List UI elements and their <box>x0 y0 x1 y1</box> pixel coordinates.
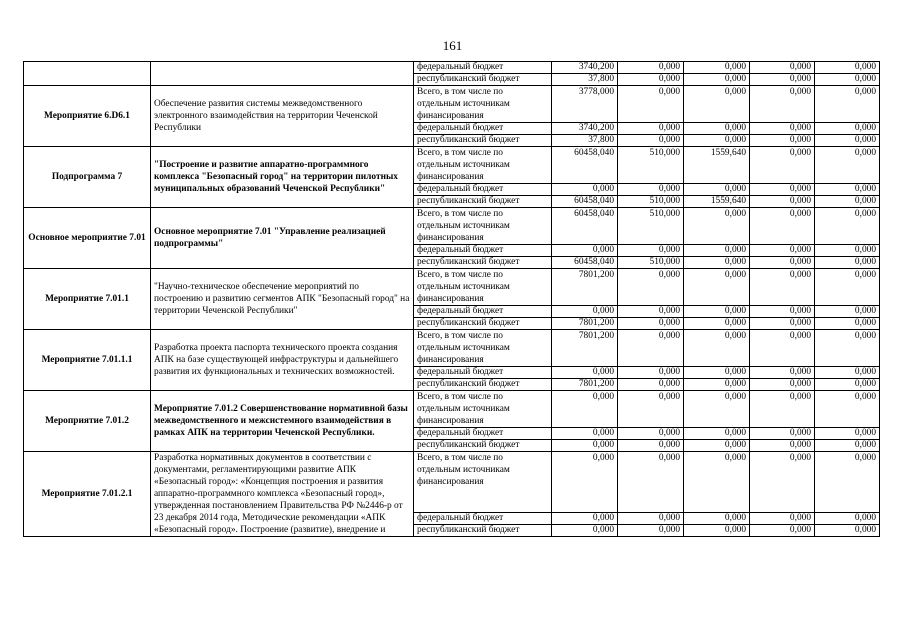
amount-cell: 0,000 <box>815 452 880 513</box>
measure-name: Мероприятие 7.01.1.1 <box>24 330 151 391</box>
amount-cell: 0,000 <box>552 391 618 428</box>
amount-cell: 0,000 <box>815 428 880 440</box>
measure-name: Мероприятие 7.01.1 <box>24 269 151 330</box>
amount-cell: 0,000 <box>684 269 750 306</box>
amount-cell: 0,000 <box>684 452 750 513</box>
amount-cell: 0,000 <box>815 306 880 318</box>
amount-cell: 0,000 <box>815 513 880 525</box>
amount-cell: 0,000 <box>684 208 750 245</box>
amount-cell: 7801,200 <box>552 269 618 306</box>
amount-cell: 0,000 <box>684 330 750 367</box>
measure-name: Мероприятие 6.D6.1 <box>24 86 151 147</box>
amount-cell: 0,000 <box>815 330 880 367</box>
funding-source: Всего, в том числе по отдельным источникам финансирования <box>414 330 552 367</box>
amount-cell: 37,800 <box>552 135 618 147</box>
amount-cell: 3740,200 <box>552 123 618 135</box>
funding-source: республиканский бюджет <box>414 196 552 208</box>
amount-cell: 0,000 <box>750 269 815 306</box>
amount-cell: 0,000 <box>684 367 750 379</box>
measure-name <box>24 62 151 86</box>
amount-cell: 0,000 <box>815 367 880 379</box>
amount-cell: 0,000 <box>750 123 815 135</box>
funding-source: Всего, в том числе по отдельным источникам финансирования <box>414 269 552 306</box>
amount-cell: 7801,200 <box>552 318 618 330</box>
amount-cell: 0,000 <box>750 391 815 428</box>
funding-source: федеральный бюджет <box>414 306 552 318</box>
amount-cell: 0,000 <box>750 135 815 147</box>
measure-name: Основное мероприятие 7.01 <box>24 208 151 269</box>
table-row <box>24 86 880 123</box>
amount-cell: 0,000 <box>684 379 750 391</box>
amount-cell: 0,000 <box>684 245 750 257</box>
amount-cell: 0,000 <box>750 525 815 537</box>
amount-cell: 60458,040 <box>552 208 618 245</box>
amount-cell: 1559,640 <box>684 196 750 208</box>
amount-cell: 0,000 <box>750 379 815 391</box>
table-row <box>24 269 880 306</box>
table-row <box>24 147 880 184</box>
amount-cell: 0,000 <box>618 135 684 147</box>
funding-source: Всего, в том числе по отдельным источникам финансирования <box>414 147 552 184</box>
amount-cell: 0,000 <box>552 525 618 537</box>
amount-cell: 0,000 <box>684 391 750 428</box>
amount-cell: 0,000 <box>618 513 684 525</box>
amount-cell: 0,000 <box>684 184 750 196</box>
amount-cell: 0,000 <box>750 257 815 269</box>
amount-cell: 0,000 <box>552 513 618 525</box>
page-number: 161 <box>442 38 463 53</box>
amount-cell: 0,000 <box>750 74 815 86</box>
funding-source: Всего, в том числе по отдельным источникам финансирования <box>414 391 552 428</box>
amount-cell: 0,000 <box>750 318 815 330</box>
amount-cell: 0,000 <box>618 379 684 391</box>
measure-description: "Построение и развитие аппаратно-программного комплекса "Безопасный город" на территории пилотных муниципальных образований Чеченской Республики" <box>151 147 414 208</box>
measure-description: Разработка нормативных документов в соответствии с документами, регламентирующими развитие АПК «Безопасный город»: «Концепция построения и развития аппаратно-программного комплекса «Безопасный город», утвержденная постановлением Правительства РФ №2446-р от 23 декабря 2014 года, Методические рекомендации «АПК «Безопасный город». Построение (развитие), внедрение и <box>151 452 414 537</box>
amount-cell: 0,000 <box>750 513 815 525</box>
amount-cell: 60458,040 <box>552 147 618 184</box>
amount-cell: 0,000 <box>750 428 815 440</box>
amount-cell: 0,000 <box>684 257 750 269</box>
amount-cell: 60458,040 <box>552 257 618 269</box>
amount-cell: 0,000 <box>618 367 684 379</box>
amount-cell: 0,000 <box>552 452 618 513</box>
amount-cell: 0,000 <box>750 440 815 452</box>
amount-cell: 0,000 <box>684 86 750 123</box>
amount-cell: 0,000 <box>552 428 618 440</box>
funding-source: Всего, в том числе по отдельным источникам финансирования <box>414 208 552 245</box>
amount-cell: 0,000 <box>815 86 880 123</box>
amount-cell: 0,000 <box>684 428 750 440</box>
amount-cell: 0,000 <box>750 62 815 74</box>
amount-cell: 0,000 <box>815 196 880 208</box>
amount-cell: 510,000 <box>618 208 684 245</box>
funding-source: республиканский бюджет <box>414 525 552 537</box>
funding-source: федеральный бюджет <box>414 123 552 135</box>
amount-cell: 0,000 <box>750 245 815 257</box>
measure-name: Мероприятие 7.01.2 <box>24 391 151 452</box>
amount-cell: 0,000 <box>684 135 750 147</box>
amount-cell: 0,000 <box>750 208 815 245</box>
amount-cell: 0,000 <box>618 184 684 196</box>
funding-source: республиканский бюджет <box>414 135 552 147</box>
measure-description: "Научно-техническое обеспечение мероприятий по построению и развитию сегментов АПК "Безопасный город" на территории Чеченской Республики" <box>151 269 414 330</box>
measure-name: Подпрограмма 7 <box>24 147 151 208</box>
amount-cell: 0,000 <box>815 525 880 537</box>
amount-cell: 0,000 <box>815 123 880 135</box>
amount-cell: 0,000 <box>815 440 880 452</box>
amount-cell: 0,000 <box>552 184 618 196</box>
amount-cell: 0,000 <box>684 123 750 135</box>
funding-source: республиканский бюджет <box>414 379 552 391</box>
funding-source: федеральный бюджет <box>414 62 552 74</box>
amount-cell: 0,000 <box>618 440 684 452</box>
amount-cell: 0,000 <box>618 245 684 257</box>
table-row <box>24 62 880 74</box>
table-row <box>24 208 880 245</box>
measure-description: Разработка проекта паспорта технического проекта создания АПК на базе существующей инфраструктуры и дальнейшего развития их функциональных и технических возможностей. <box>151 330 414 391</box>
amount-cell: 0,000 <box>684 74 750 86</box>
amount-cell: 0,000 <box>750 196 815 208</box>
funding-source: Всего, в том числе по отдельным источникам финансирования <box>414 452 552 513</box>
amount-cell: 0,000 <box>815 147 880 184</box>
amount-cell: 0,000 <box>684 525 750 537</box>
amount-cell: 0,000 <box>684 513 750 525</box>
amount-cell: 0,000 <box>815 269 880 306</box>
funding-source: федеральный бюджет <box>414 245 552 257</box>
funding-table <box>23 61 880 537</box>
amount-cell: 7801,200 <box>552 379 618 391</box>
measure-description: Мероприятие 7.01.2 Совершенствование нормативной базы межведомственного и межсистемного взаимодействия в рамках АПК на территории Чеченской Республики. <box>151 391 414 452</box>
funding-source: республиканский бюджет <box>414 440 552 452</box>
amount-cell: 0,000 <box>618 306 684 318</box>
table-row <box>24 452 880 513</box>
amount-cell: 0,000 <box>618 330 684 367</box>
amount-cell: 0,000 <box>618 62 684 74</box>
amount-cell: 510,000 <box>618 196 684 208</box>
amount-cell: 0,000 <box>618 269 684 306</box>
amount-cell: 0,000 <box>750 147 815 184</box>
amount-cell: 0,000 <box>750 86 815 123</box>
amount-cell: 510,000 <box>618 147 684 184</box>
funding-source: федеральный бюджет <box>414 428 552 440</box>
funding-source: республиканский бюджет <box>414 257 552 269</box>
amount-cell: 0,000 <box>815 74 880 86</box>
amount-cell: 0,000 <box>552 440 618 452</box>
funding-source: федеральный бюджет <box>414 513 552 525</box>
amount-cell: 510,000 <box>618 257 684 269</box>
table-row <box>24 391 880 428</box>
amount-cell: 0,000 <box>815 135 880 147</box>
amount-cell: 0,000 <box>815 379 880 391</box>
amount-cell: 0,000 <box>815 318 880 330</box>
amount-cell: 0,000 <box>684 62 750 74</box>
funding-source: Всего, в том числе по отдельным источникам финансирования <box>414 86 552 123</box>
amount-cell: 0,000 <box>618 452 684 513</box>
amount-cell: 3740,200 <box>552 62 618 74</box>
amount-cell: 0,000 <box>618 318 684 330</box>
table-row <box>24 330 880 367</box>
amount-cell: 0,000 <box>618 74 684 86</box>
measure-name: Мероприятие 7.01.2.1 <box>24 452 151 537</box>
funding-source: федеральный бюджет <box>414 367 552 379</box>
amount-cell: 0,000 <box>618 391 684 428</box>
funding-source: республиканский бюджет <box>414 74 552 86</box>
amount-cell: 0,000 <box>750 184 815 196</box>
amount-cell: 60458,040 <box>552 196 618 208</box>
amount-cell: 0,000 <box>618 123 684 135</box>
amount-cell: 0,000 <box>815 257 880 269</box>
funding-source: республиканский бюджет <box>414 318 552 330</box>
amount-cell: 0,000 <box>815 208 880 245</box>
amount-cell: 37,800 <box>552 74 618 86</box>
amount-cell: 0,000 <box>552 245 618 257</box>
amount-cell: 0,000 <box>750 306 815 318</box>
amount-cell: 3778,000 <box>552 86 618 123</box>
amount-cell: 0,000 <box>684 306 750 318</box>
measure-description: Обеспечение развития системы межведомственного электронного взаимодействия на территории Чеченской Республики <box>151 86 414 147</box>
amount-cell: 0,000 <box>815 391 880 428</box>
measure-description: Основное мероприятие 7.01 "Управление реализацией подпрограммы" <box>151 208 414 269</box>
measure-description <box>151 62 414 86</box>
amount-cell: 0,000 <box>750 452 815 513</box>
amount-cell: 1559,640 <box>684 147 750 184</box>
amount-cell: 0,000 <box>618 428 684 440</box>
amount-cell: 0,000 <box>750 330 815 367</box>
amount-cell: 0,000 <box>815 62 880 74</box>
amount-cell: 0,000 <box>684 440 750 452</box>
amount-cell: 0,000 <box>552 306 618 318</box>
funding-source: федеральный бюджет <box>414 184 552 196</box>
amount-cell: 0,000 <box>552 367 618 379</box>
amount-cell: 0,000 <box>618 86 684 123</box>
amount-cell: 7801,200 <box>552 330 618 367</box>
amount-cell: 0,000 <box>815 184 880 196</box>
amount-cell: 0,000 <box>684 318 750 330</box>
amount-cell: 0,000 <box>815 245 880 257</box>
amount-cell: 0,000 <box>618 525 684 537</box>
amount-cell: 0,000 <box>750 367 815 379</box>
